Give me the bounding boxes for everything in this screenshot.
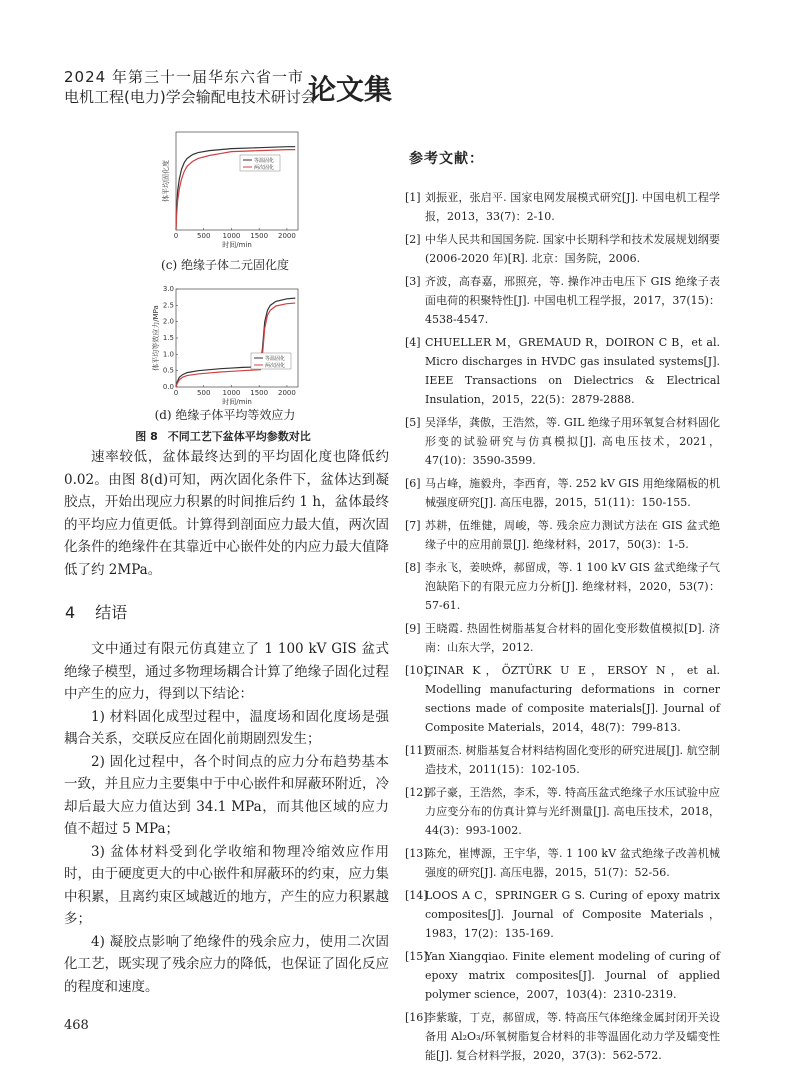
legend-label: 等温固化: [265, 356, 286, 362]
reference-text: 贾丽杰. 树脂基复合材料结构固化变形的研究进展[J]. 航空制造技术，2011(15)：102-105.: [425, 744, 720, 776]
reference-item: [405, 188, 720, 226]
x-tick-label: 2000: [277, 389, 296, 397]
chart-d-caption: (d) 绝缘子体平均等效应力: [154, 408, 296, 422]
reference-item: [405, 516, 720, 554]
chart-c-caption: (c) 绝缘子体二元固化度: [161, 258, 289, 272]
x-tick-label: 1500: [250, 232, 269, 240]
conclusion-paragraph: 3) 盆体材料受到化学收缩和物理冷缩效应作用时，由于硬度更大的中心嵌件和屏蔽环的约束，应力集中积累，且离约束区域越近的地方，产生的应力积累越多；: [64, 843, 389, 927]
reference-text: 郭子豪，王浩然，李禾，等. 特高压盆式绝缘子水压试验中应力应变分布的仿真计算与光纤测量[J]. 高电压技术，2018，44(3)：993-1002.: [425, 786, 720, 837]
reference-number: [5]: [405, 416, 421, 429]
reference-number: [9]: [405, 622, 421, 635]
reference-list: [405, 188, 720, 1069]
reference-number: [13]: [405, 847, 428, 860]
header-line-2: 电机工程(电力)学会输配电技术研讨会: [64, 88, 316, 106]
reference-text: 刘振亚，张启平. 国家电网发展模式研究[J]. 中国电机工程学报，2013，33(7)：2-10.: [425, 191, 720, 223]
header-line-1: 2024 年第三十一届华东六省一市: [64, 68, 304, 86]
body-text: 速率较低，盆体最终达到的平均固化度也降低约 0.02。由图 8(d)可知，两次固化条件下，盆体达到凝胶点，开始出现应力积累的时间推后约 1 h，盆体最终的平均应力值更低。计算得到剖面应力最大值，两次固化条件的绝缘件在其靠近中心嵌件处的内应力最大值降低了约 2MPa。: [64, 449, 389, 578]
reference-number: [12]: [405, 786, 428, 799]
reference-text: 中华人民共和国国务院. 国家中长期科学和技术发展规划纲要(2006-2020 年)[R]. 北京：国务院，2006.: [425, 233, 720, 265]
legend-label: 两次固化: [265, 363, 286, 369]
header-proceedings-title: 论文集: [308, 73, 393, 106]
reference-text: CHUELLER M，GREMAUD R，DOIRON C B，et al. Micro discharges in HVDC gas insulated systems[J]. IEEE Transactions on Dielectrics & Electrical Insulation，2015，22(5)：2879-2888.: [425, 336, 720, 406]
figure-caption: [63, 428, 393, 444]
conclusion-paragraph: 1) 材料固化成型过程中，温度场和固化度场是强耦合关系，交联反应在固化前期剧烈发生；: [64, 708, 389, 747]
section-title-text: 结语: [95, 603, 128, 622]
reference-text: 李紫璇，丁克，郝留成，等. 特高压气体绝缘金属封闭开关设备用 Al₂O₃/环氧树脂复合材料的非等温固化动力学及蠕变性能[J]. 复合材料学报，2020，37(3)：562-572.: [425, 1011, 720, 1062]
x-tick-label: 0: [173, 389, 179, 397]
y-tick-label: 1.0: [162, 350, 174, 359]
conclusion-paragraph: 2) 固化过程中，各个时间点的应力分布趋势基本一致，并且应力主要集中于中心嵌件和屏蔽环附近，冷却后最大应力值达到 34.1 MPa，而其他区域的应力值不超过 5 MPa；: [64, 753, 389, 837]
conclusion-paragraph: 4) 凝胶点影响了绝缘件的残余应力，使用二次固化工艺，既实现了残余应力的降低，也保证了固化反应的程度和速度。: [64, 933, 389, 995]
reference-number: [15]: [405, 950, 428, 963]
section-number: 4: [65, 603, 76, 622]
plot-frame: [176, 289, 298, 387]
y-tick-label: 3.0: [162, 285, 174, 293]
x-tick-label: 500: [197, 232, 211, 240]
body-paragraph-top: [64, 446, 389, 581]
y-tick-label: 2.5: [162, 301, 174, 310]
reference-text: LOOS A C，SPRINGER G S. Curing of epoxy matrix composites[J]. Journal of Composite Materials，1983，17(2)：135-169.: [425, 889, 720, 940]
x-tick-label: 1000: [222, 389, 241, 397]
y-tick-label: 2.0: [162, 317, 174, 326]
reference-text: 马占峰，施毅舟，李西育，等. 252 kV GIS 用绝缘隔板的机械强度研究[J]. 高压电器，2015，51(11)：150-155.: [425, 477, 720, 509]
reference-item: [405, 783, 720, 840]
page-header: [64, 66, 744, 106]
x-tick-label: 1500: [250, 389, 269, 397]
reference-item: [405, 558, 720, 615]
reference-item: [405, 947, 720, 1004]
reference-number: [7]: [405, 519, 421, 532]
conclusion-block: [64, 638, 389, 998]
reference-item: [405, 272, 720, 329]
x-tick-label: 1000: [222, 232, 241, 240]
x-tick-label: 2000: [277, 232, 296, 240]
legend-label: 两次固化: [254, 165, 275, 171]
legend-label: 等温固化: [254, 158, 275, 164]
reference-number: [11]: [405, 744, 428, 757]
chart-c-svg: [148, 126, 308, 251]
section-heading: [65, 600, 127, 623]
figure-label: 图 8: [135, 430, 158, 443]
reference-number: [2]: [405, 233, 421, 246]
reference-number: [16]: [405, 1011, 428, 1024]
y-tick-label: 0.5: [162, 366, 174, 375]
reference-text: 吴泽华，龚傲，王浩然，等. GIL 绝缘子用环氧复合材料固化形变的试验研究与仿真模拟[J]. 高电压技术，2021，47(10)：3590-3599.: [425, 416, 720, 467]
chart-d: [148, 283, 308, 406]
y-tick-label: 0.0: [162, 383, 174, 391]
reference-number: [4]: [405, 336, 421, 349]
x-axis-label: 时间/min: [222, 398, 252, 406]
page-number: 468: [64, 1018, 89, 1033]
reference-text: ÇINAR K，ÖZTÜRK U E，ERSOY N，et al. Modelling manufacturing deformations in corner sections made of composite materials[J]. Journal of Composite Materials，2014，48(7)：799-813.: [425, 664, 720, 734]
reference-number: [14]: [405, 889, 428, 902]
reference-item: [405, 333, 720, 409]
reference-text: 苏耕，伍维健，周峻，等. 残余应力测试方法在 GIS 盆式绝缘子中的应用前景[J]. 绝缘材料，2017，50(3)：1-5.: [425, 519, 720, 551]
reference-text: 王晓霞. 热固性树脂基复合材料的固化变形数值模拟[D]. 济南：山东大学，2012.: [425, 622, 720, 654]
x-tick-label: 500: [197, 389, 211, 397]
reference-item: [405, 741, 720, 779]
reference-text: 陈允，崔博源，王宇华，等. 1 100 kV 盆式绝缘子改善机械强度的研究[J]. 高压电器，2015，51(7)：52-56.: [425, 847, 720, 879]
reference-number: [8]: [405, 561, 421, 574]
reference-item: [405, 661, 720, 737]
reference-number: [1]: [405, 191, 421, 204]
reference-number: [3]: [405, 275, 421, 288]
chart-d-svg: [148, 283, 308, 406]
reference-item: [405, 1008, 720, 1065]
reference-item: [405, 844, 720, 882]
conclusion-paragraph: 文中通过有限元仿真建立了 1 100 kV GIS 盆式绝缘子模型，通过多物理场耦合计算了绝缘子固化过程中产生的应力，得到以下结论：: [64, 641, 389, 702]
y-tick-label: 1.5: [162, 334, 174, 342]
series-line-two-stage: [176, 303, 295, 387]
y-axis-label: 体平均等效应力/MPa: [152, 305, 160, 371]
reference-number: [6]: [405, 477, 421, 490]
x-axis-label: 时间/min: [222, 241, 252, 249]
reference-number: [10]: [405, 664, 428, 677]
reference-item: [405, 886, 720, 943]
reference-item: [405, 619, 720, 657]
reference-item: [405, 413, 720, 470]
reference-text: 李永飞，姜映烨，郝留成，等. 1 100 kV GIS 盆式绝缘子气泡缺陷下的有限元应力分析[J]. 绝缘材料，2020，53(7)：57-61.: [425, 561, 720, 612]
references-heading: 参考文献：: [409, 151, 484, 167]
y-axis-label: 体平均固化度: [162, 160, 170, 202]
figure-title: 不同工艺下盆体平均参数对比: [167, 430, 311, 443]
chart-c: [148, 126, 308, 251]
reference-item: [405, 230, 720, 268]
reference-text: 齐波，高春嘉，邢照亮，等. 操作冲击电压下 GIS 绝缘子表面电荷的积聚特性[J]. 中国电机工程学报，2017，37(15)：4538-4547.: [425, 275, 720, 326]
reference-text: Yan Xiangqiao. Finite element modeling of curing of epoxy matrix composites[J]. Journal of applied polymer science，2007，103(4)：2310-2319.: [425, 950, 720, 1001]
series-line-isothermal: [176, 298, 295, 387]
x-tick-label: 0: [173, 232, 179, 240]
reference-item: [405, 474, 720, 512]
